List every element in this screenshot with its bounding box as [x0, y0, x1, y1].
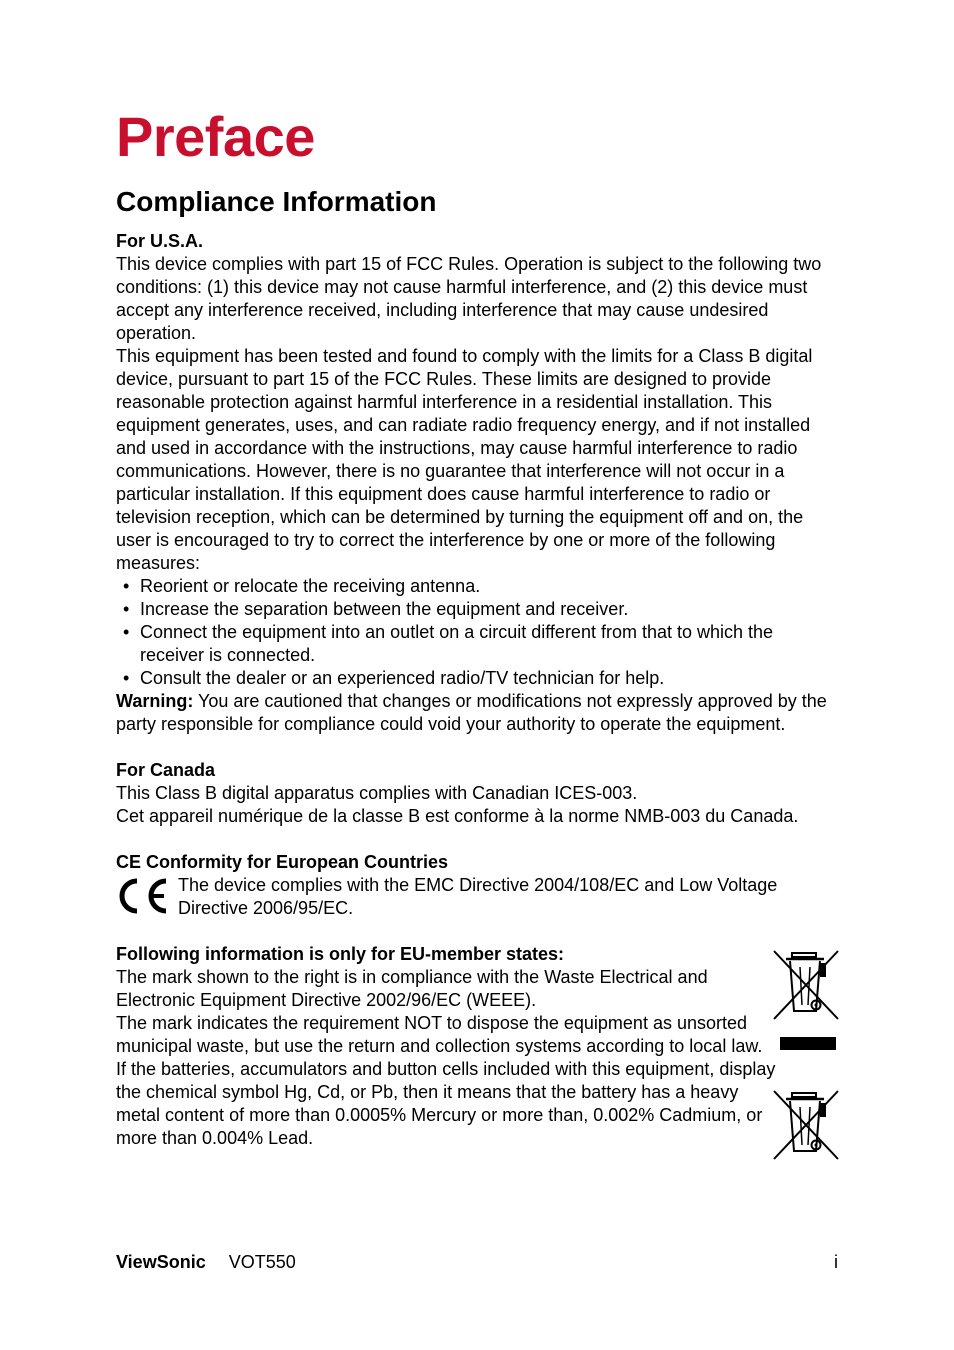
page-footer — [116, 1251, 840, 1274]
page-number: i — [834, 1252, 838, 1272]
ce-heading: CE Conformity for European Countries — [116, 852, 449, 872]
ce-mark-icon — [116, 877, 168, 915]
eu-heading: Following information is only for EU-member states: — [116, 944, 565, 964]
weee-bar — [780, 1037, 836, 1050]
canada-line-1: This Class B digital apparatus complies with Canadian ICES-003. — [116, 783, 638, 803]
content — [116, 230, 840, 1150]
footer-brand: ViewSonic — [116, 1252, 206, 1272]
warning-text: You are cautioned that changes or modifications not expressly approved by the party responsible for compliance could void your authority to operate the equipment. — [116, 691, 827, 734]
list-item: • Increase the separation between the equipment and receiver. — [116, 598, 840, 621]
eu-paragraph-1: The mark shown to the right is in compliance with the Waste Electrical and Electronic Equipment Directive 2002/96/EC (WEEE). — [116, 967, 708, 1010]
canada-heading: For Canada — [116, 760, 216, 780]
canada-line-2: Cet appareil numérique de la classe B est conforme à la norme NMB-003 du Canada. — [116, 806, 799, 826]
warning-paragraph — [116, 690, 840, 736]
spacer — [116, 828, 840, 851]
list-item: • Consult the dealer or an experienced radio/TV technician for help. — [116, 667, 840, 690]
ce-row — [116, 874, 840, 920]
eu-paragraph-3: If the batteries, accumulators and button cells included with this equipment, display the chemical symbol Hg, Cd, or Pb, then it means that the battery has a heavy metal content of more than 0.0005% Mercury or more than, 0.002% Cadmium, or more than 0.004% Lead. — [116, 1059, 776, 1148]
list-item: • Connect the equipment into an outlet on a circuit different from that to which the receiver is connected. — [116, 621, 840, 667]
warning-label: Warning: — [116, 691, 194, 711]
usa-paragraph-1: This device complies with part 15 of FCC Rules. Operation is subject to the following two conditions: (1) this device may not cause harmful interference, and (2) this device must accept any interference received, including interference that may cause undesired operation. — [116, 254, 822, 343]
usa-heading: For U.S.A. — [116, 231, 204, 251]
measures-list — [116, 575, 840, 690]
footer-model: VOT550 — [228, 1252, 296, 1272]
list-item: • Reorient or relocate the receiving antenna. — [116, 575, 840, 598]
spacer — [116, 736, 840, 759]
eu-section — [116, 943, 840, 1150]
spacer — [116, 920, 840, 943]
section-title: Compliance Information — [116, 186, 437, 217]
page-title: Preface — [116, 105, 315, 168]
usa-paragraph-2: This equipment has been tested and found to comply with the limits for a Class B digital device, pursuant to part 15 of the FCC Rules. These limits are designed to provide reasonable protection against harmful interference in a residential installation. This equipment generates, uses, and can radiate radio frequency energy, and if not installed and used in accordance with the instructions, may cause harmful interference to radio communications. However, there is no guarantee that interference will not occur in a particular installation. If this equipment does cause harmful interference to radio or television reception, which can be determined by turning the equipment off and on, the user is encouraged to try to correct the interference by one or more of the following measures: — [116, 346, 813, 573]
crossed-bin-icon — [772, 949, 840, 1021]
eu-paragraph-2: The mark indicates the requirement NOT to dispose the equipment as unsorted municipal waste, but use the return and collection systems according to local law. — [116, 1013, 763, 1056]
ce-text: The device complies with the EMC Directive 2004/108/EC and Low Voltage Directive 2006/95/EC. — [178, 875, 778, 918]
crossed-bin-icon — [772, 1089, 840, 1161]
